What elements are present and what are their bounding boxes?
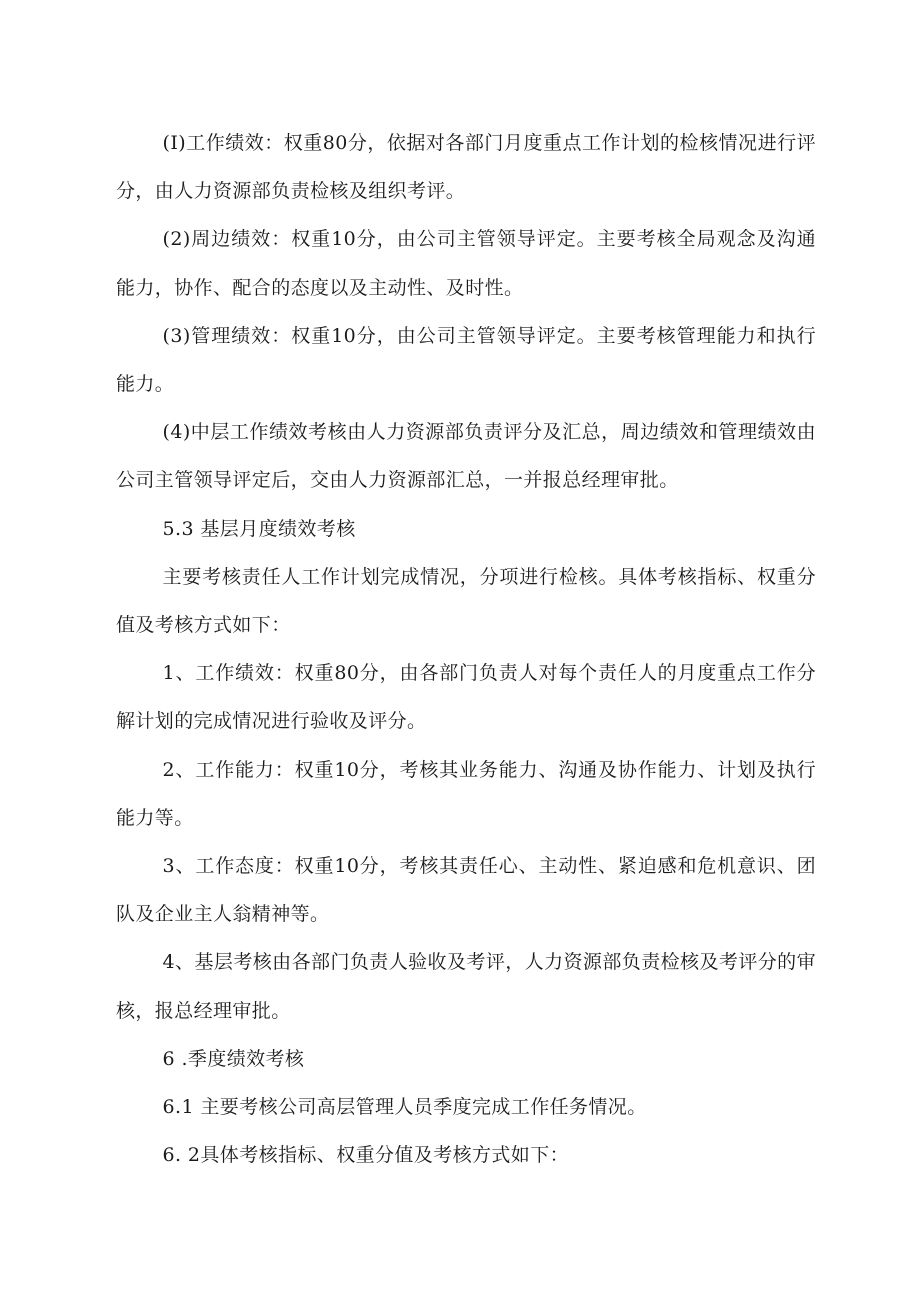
paragraph-6-2: 6. 2具体考核指标、权重分值及考核方式如下： [162,1144,570,1167]
paragraph-management-performance: (3)管理绩效：权重10分，由公司主管领导评定。主要考核管理能力和执行能力。 [116,324,816,396]
list-item-4-basic-review: 4、基层考核由各部门负责人验收及考评，人力资源部负责检核及考评分的审核，报总经理审批。 [116,951,816,1022]
list-item-1-work-performance: 1、工作绩效：权重80分，由各部门负责人对每个责任人的月度重点工作分解计划的完成情况进行验收及评分。 [116,662,816,733]
paragraph-peripheral-performance: (2)周边绩效：权重10分，由公司主管领导评定。主要考核全局观念及沟通能力，协作、配合的态度以及主动性、及时性。 [116,228,816,299]
paragraph-work-performance-80: (I)工作绩效：权重80分，依据对各部门月度重点工作计划的检核情况进行评分，由人力资源部负责检核及组织考评。 [116,132,816,203]
document-body [116,119,816,1179]
list-item-2-work-ability: 2、工作能力：权重10分，考核其业务能力、沟通及协作能力、计划及执行能力等。 [116,758,816,829]
section-heading-6: 6 .季度绩效考核 [162,1047,305,1070]
paragraph-6-1: 6.1 主要考核公司高层管理人员季度完成工作任务情况。 [162,1096,647,1119]
section-heading-5-3: 5.3 基层月度绩效考核 [162,517,356,540]
paragraph-basic-level-intro: 主要考核责任人工作计划完成情况，分项进行检核。具体考核指标、权重分值及考核方式如下： [116,565,816,637]
list-item-3-work-attitude: 3、工作态度：权重10分，考核其责任心、主动性、紧迫感和危机意识、团队及企业主人翁精神等。 [116,855,816,926]
paragraph-middle-level-summary: (4)中层工作绩效考核由人力资源部负责评分及汇总，周边绩效和管理绩效由公司主管领导评定后，交由人力资源部汇总，一并报总经理审批。 [116,421,816,492]
